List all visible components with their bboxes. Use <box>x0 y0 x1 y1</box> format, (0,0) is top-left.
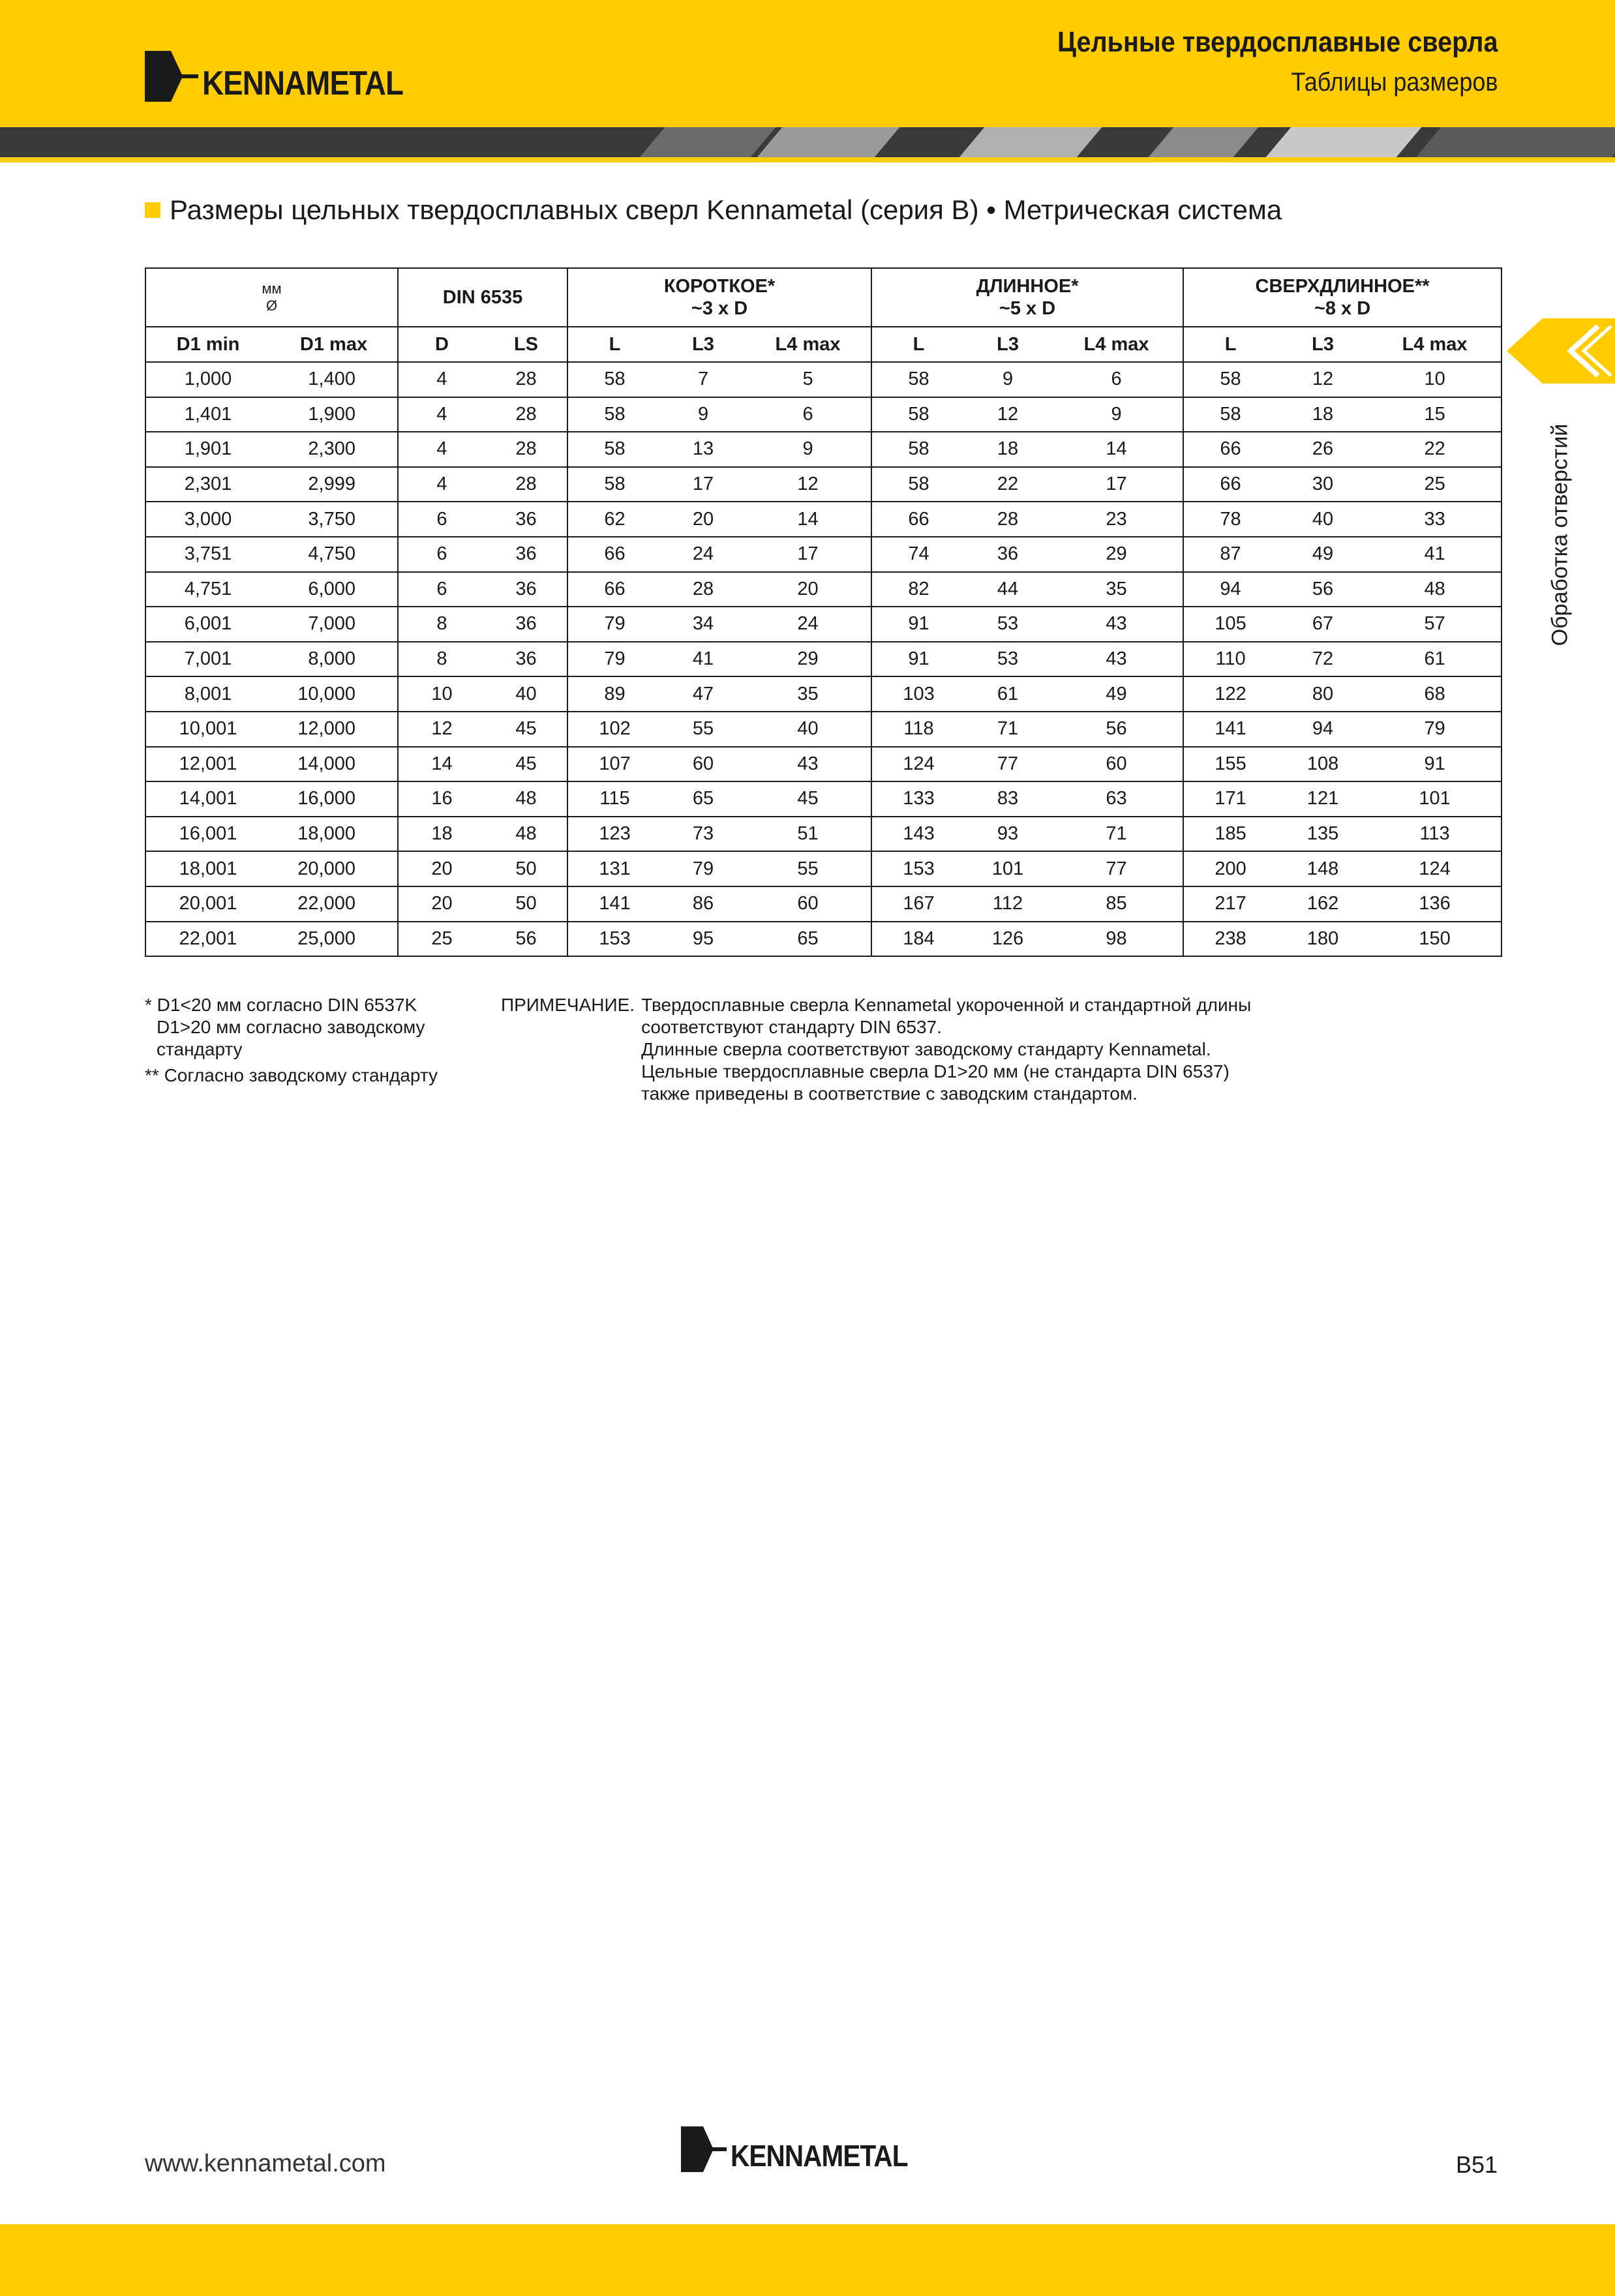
table-cell: 58 <box>871 397 965 432</box>
table-cell: 79 <box>567 607 661 642</box>
table-cell: 67 <box>1277 607 1368 642</box>
table-cell: 26 <box>1277 432 1368 467</box>
column-header: LS <box>485 327 567 362</box>
table-cell: 43 <box>1050 642 1183 677</box>
table-cell: 47 <box>661 676 745 712</box>
table-cell: 58 <box>871 362 965 397</box>
table-cell: 121 <box>1277 781 1368 817</box>
table-cell: 101 <box>965 851 1050 886</box>
table-cell: 8,000 <box>270 642 398 677</box>
table-cell: 6,000 <box>270 572 398 607</box>
table-row <box>145 922 1502 957</box>
table-cell: 36 <box>485 502 567 537</box>
table-cell: 58 <box>871 432 965 467</box>
table-cell: 94 <box>1277 712 1368 747</box>
column-header: L3 <box>661 327 745 362</box>
table-cell: 24 <box>745 607 871 642</box>
table-cell: 17 <box>661 467 745 502</box>
table-cell: 91 <box>1368 747 1502 782</box>
table-cell: 6 <box>398 502 485 537</box>
table-cell: 35 <box>745 676 871 712</box>
table-row <box>145 362 1502 397</box>
table-cell: 71 <box>965 712 1050 747</box>
table-cell: 12,001 <box>145 747 270 782</box>
table-cell: 66 <box>1183 432 1277 467</box>
table-cell: 18,001 <box>145 851 270 886</box>
table-cell: 185 <box>1183 817 1277 852</box>
table-cell: 66 <box>567 572 661 607</box>
column-header: L <box>567 327 661 362</box>
column-header: D <box>398 327 485 362</box>
header-mm-diameter: мм Ø <box>145 268 398 327</box>
table-cell: 40 <box>1277 502 1368 537</box>
table-cell: 60 <box>661 747 745 782</box>
column-header: L4 max <box>1368 327 1502 362</box>
table-cell: 124 <box>871 747 965 782</box>
table-cell: 171 <box>1183 781 1277 817</box>
table-cell: 78 <box>1183 502 1277 537</box>
table-cell: 43 <box>1050 607 1183 642</box>
table-cell: 58 <box>567 467 661 502</box>
table-cell: 29 <box>1050 537 1183 572</box>
table-cell: 18,000 <box>270 817 398 852</box>
table-cell: 13 <box>661 432 745 467</box>
table-row <box>145 817 1502 852</box>
table-cell: 66 <box>1183 467 1277 502</box>
table-cell: 93 <box>965 817 1050 852</box>
table-cell: 10 <box>1368 362 1502 397</box>
table-cell: 55 <box>661 712 745 747</box>
table-cell: 77 <box>965 747 1050 782</box>
table-cell: 2,301 <box>145 467 270 502</box>
table-cell: 53 <box>965 607 1050 642</box>
table-cell: 28 <box>661 572 745 607</box>
table-column-header-row <box>145 327 1502 362</box>
table-cell: 113 <box>1368 817 1502 852</box>
table-cell: 1,900 <box>270 397 398 432</box>
table-cell: 79 <box>661 851 745 886</box>
table-cell: 4 <box>398 432 485 467</box>
table-cell: 14 <box>1050 432 1183 467</box>
table-row <box>145 467 1502 502</box>
table-cell: 91 <box>871 642 965 677</box>
table-cell: 1,000 <box>145 362 270 397</box>
chevron-left-icon <box>1507 318 1615 384</box>
table-cell: 25 <box>398 922 485 957</box>
table-row <box>145 851 1502 886</box>
table-cell: 74 <box>871 537 965 572</box>
table-cell: 18 <box>1277 397 1368 432</box>
table-row <box>145 747 1502 782</box>
table-row <box>145 397 1502 432</box>
note-label: ПРИМЕЧАНИЕ. <box>501 995 635 1015</box>
table-cell: 238 <box>1183 922 1277 957</box>
table-cell: 36 <box>485 642 567 677</box>
table-cell: 14 <box>398 747 485 782</box>
table-cell: 124 <box>1368 851 1502 886</box>
table-cell: 4,750 <box>270 537 398 572</box>
table-cell: 45 <box>485 747 567 782</box>
table-cell: 3,000 <box>145 502 270 537</box>
table-cell: 30 <box>1277 467 1368 502</box>
table-cell: 58 <box>1183 397 1277 432</box>
table-cell: 55 <box>745 851 871 886</box>
footnotes-left <box>145 994 438 1087</box>
table-row <box>145 537 1502 572</box>
brand-wordmark: KENNAMETAL <box>202 65 404 102</box>
table-cell: 28 <box>485 397 567 432</box>
table-cell: 102 <box>567 712 661 747</box>
table-cell: 22,000 <box>270 886 398 922</box>
table-cell: 35 <box>1050 572 1183 607</box>
table-cell: 36 <box>965 537 1050 572</box>
note-line: Длинные сверла соответствуют заводскому стандарту Kennametal. <box>641 1039 1211 1059</box>
footnote-line: D1>20 мм согласно заводскому <box>157 1017 425 1037</box>
table-cell: 184 <box>871 922 965 957</box>
table-row <box>145 572 1502 607</box>
table-cell: 80 <box>1277 676 1368 712</box>
column-header: D1 max <box>270 327 398 362</box>
table-cell: 23 <box>1050 502 1183 537</box>
table-row <box>145 642 1502 677</box>
table-cell: 45 <box>485 712 567 747</box>
table-cell: 3,750 <box>270 502 398 537</box>
note-line: соответствуют стандарту DIN 6537. <box>641 1017 942 1037</box>
page-number: B51 <box>1455 2151 1498 2178</box>
table-cell: 20,001 <box>145 886 270 922</box>
table-cell: 34 <box>661 607 745 642</box>
table-cell: 91 <box>871 607 965 642</box>
table-cell: 155 <box>1183 747 1277 782</box>
table-cell: 61 <box>965 676 1050 712</box>
table-cell: 8 <box>398 642 485 677</box>
table-cell: 112 <box>965 886 1050 922</box>
table-cell: 77 <box>1050 851 1183 886</box>
table-cell: 217 <box>1183 886 1277 922</box>
table-cell: 45 <box>745 781 871 817</box>
table-cell: 43 <box>745 747 871 782</box>
note-block <box>501 994 1251 1105</box>
column-header: L <box>871 327 965 362</box>
table-cell: 24 <box>661 537 745 572</box>
table-cell: 10,001 <box>145 712 270 747</box>
table-cell: 17 <box>1050 467 1183 502</box>
table-cell: 72 <box>1277 642 1368 677</box>
note-text <box>641 994 1251 1105</box>
table-cell: 12,000 <box>270 712 398 747</box>
table-cell: 79 <box>1368 712 1502 747</box>
table-body <box>145 362 1502 956</box>
table-cell: 53 <box>965 642 1050 677</box>
table-cell: 167 <box>871 886 965 922</box>
table-row <box>145 502 1502 537</box>
table-cell: 9 <box>965 362 1050 397</box>
table-row <box>145 712 1502 747</box>
table-cell: 115 <box>567 781 661 817</box>
table-cell: 40 <box>745 712 871 747</box>
table-cell: 58 <box>567 362 661 397</box>
table-cell: 66 <box>871 502 965 537</box>
table-cell: 56 <box>485 922 567 957</box>
table-cell: 87 <box>1183 537 1277 572</box>
column-header: L3 <box>965 327 1050 362</box>
header-title-block <box>1008 26 1498 97</box>
table-cell: 71 <box>1050 817 1183 852</box>
table-cell: 58 <box>567 432 661 467</box>
footer-band <box>0 2224 1615 2296</box>
table-cell: 20 <box>398 851 485 886</box>
table-cell: 110 <box>1183 642 1277 677</box>
footnote-line: * D1<20 мм согласно DIN 6537K <box>145 995 417 1015</box>
table-cell: 148 <box>1277 851 1368 886</box>
kennametal-logo-icon <box>145 51 198 102</box>
side-tab <box>1507 318 1615 384</box>
table-row <box>145 607 1502 642</box>
table-cell: 1,400 <box>270 362 398 397</box>
table-cell: 86 <box>661 886 745 922</box>
table-cell: 6 <box>398 572 485 607</box>
table-cell: 16,001 <box>145 817 270 852</box>
table-cell: 16,000 <box>270 781 398 817</box>
table-cell: 41 <box>1368 537 1502 572</box>
table-cell: 5 <box>745 362 871 397</box>
table-cell: 94 <box>1183 572 1277 607</box>
note-line: Твердосплавные сверла Kennametal укороченной и стандартной длины <box>641 995 1252 1015</box>
table-cell: 22 <box>965 467 1050 502</box>
table-cell: 20 <box>661 502 745 537</box>
table-cell: 18 <box>398 817 485 852</box>
table-cell: 58 <box>871 467 965 502</box>
table-cell: 4,751 <box>145 572 270 607</box>
page-subtitle: Таблицы размеров <box>1290 68 1498 97</box>
table-group-header-row <box>145 268 1502 327</box>
header-stripe <box>0 127 1615 157</box>
table-cell: 12 <box>1277 362 1368 397</box>
table-cell: 65 <box>745 922 871 957</box>
table-cell: 16 <box>398 781 485 817</box>
section-title <box>145 194 1282 226</box>
table-cell: 28 <box>485 362 567 397</box>
table-cell: 82 <box>871 572 965 607</box>
table-cell: 8 <box>398 607 485 642</box>
table-cell: 41 <box>661 642 745 677</box>
header-logo <box>145 50 430 103</box>
table-cell: 50 <box>485 851 567 886</box>
table-cell: 107 <box>567 747 661 782</box>
table-cell: 18 <box>965 432 1050 467</box>
table-cell: 101 <box>1368 781 1502 817</box>
table-cell: 103 <box>871 676 965 712</box>
table-row <box>145 781 1502 817</box>
table-cell: 66 <box>567 537 661 572</box>
table-cell: 58 <box>567 397 661 432</box>
table-cell: 2,300 <box>270 432 398 467</box>
table-cell: 136 <box>1368 886 1502 922</box>
table-cell: 25 <box>1368 467 1502 502</box>
table-cell: 79 <box>567 642 661 677</box>
table-cell: 28 <box>485 432 567 467</box>
table-cell: 14 <box>745 502 871 537</box>
table-cell: 14,000 <box>270 747 398 782</box>
column-header: L <box>1183 327 1277 362</box>
table-cell: 200 <box>1183 851 1277 886</box>
table-cell: 56 <box>1050 712 1183 747</box>
table-cell: 4 <box>398 397 485 432</box>
table-cell: 131 <box>567 851 661 886</box>
table-cell: 4 <box>398 467 485 502</box>
table-cell: 56 <box>1277 572 1368 607</box>
table-cell: 153 <box>871 851 965 886</box>
table-cell: 17 <box>745 537 871 572</box>
table-cell: 133 <box>871 781 965 817</box>
table-cell: 95 <box>661 922 745 957</box>
table-row <box>145 676 1502 712</box>
table-cell: 51 <box>745 817 871 852</box>
table-cell: 9 <box>1050 397 1183 432</box>
table-cell: 141 <box>567 886 661 922</box>
table-cell: 15 <box>1368 397 1502 432</box>
table-cell: 105 <box>1183 607 1277 642</box>
table-cell: 22,001 <box>145 922 270 957</box>
table-cell: 20,000 <box>270 851 398 886</box>
side-section-label: Обработка отверстий <box>1547 423 1573 646</box>
footer-url[interactable]: www.kennametal.com <box>145 2150 386 2177</box>
table-cell: 126 <box>965 922 1050 957</box>
table-cell: 6,001 <box>145 607 270 642</box>
table-cell: 6 <box>398 537 485 572</box>
table-cell: 20 <box>745 572 871 607</box>
table-cell: 36 <box>485 572 567 607</box>
table-cell: 33 <box>1368 502 1502 537</box>
table-cell: 44 <box>965 572 1050 607</box>
drill-size-table <box>145 267 1502 957</box>
table-cell: 135 <box>1277 817 1368 852</box>
table-cell: 2,999 <box>270 467 398 502</box>
footnote-line: стандарту <box>157 1039 243 1059</box>
header-din6535: DIN 6535 <box>398 268 567 327</box>
table-cell: 89 <box>567 676 661 712</box>
table-cell: 7,000 <box>270 607 398 642</box>
table-cell: 49 <box>1050 676 1183 712</box>
table-cell: 12 <box>965 397 1050 432</box>
table-cell: 58 <box>1183 362 1277 397</box>
table-cell: 20 <box>398 886 485 922</box>
column-header: L4 max <box>745 327 871 362</box>
table-cell: 25,000 <box>270 922 398 957</box>
table-cell: 83 <box>965 781 1050 817</box>
header-short: КОРОТКОЕ* ~3 x D <box>567 268 871 327</box>
table-cell: 48 <box>485 817 567 852</box>
kennametal-logo-icon <box>681 2126 727 2172</box>
page-title: Цельные твердосплавные сверла <box>1057 26 1498 58</box>
table-cell: 118 <box>871 712 965 747</box>
note-line: Цельные твердосплавные сверла D1>20 мм (не стандарта DIN 6537) <box>641 1061 1230 1081</box>
table-cell: 73 <box>661 817 745 852</box>
footnote-line: ** Согласно заводскому стандарту <box>145 1065 438 1085</box>
table-cell: 143 <box>871 817 965 852</box>
table-cell: 36 <box>485 607 567 642</box>
bullet-square-icon <box>145 202 160 218</box>
table-cell: 40 <box>485 676 567 712</box>
table-cell: 63 <box>1050 781 1183 817</box>
table-cell: 7 <box>661 362 745 397</box>
header-long: ДЛИННОЕ* ~5 x D <box>871 268 1183 327</box>
table-cell: 3,751 <box>145 537 270 572</box>
table-cell: 61 <box>1368 642 1502 677</box>
table-cell: 123 <box>567 817 661 852</box>
table-cell: 48 <box>485 781 567 817</box>
table-cell: 98 <box>1050 922 1183 957</box>
section-title-text: Размеры цельных твердосплавных сверл Kennametal (серия B) • Метрическая система <box>170 194 1282 225</box>
table-cell: 141 <box>1183 712 1277 747</box>
column-header: L4 max <box>1050 327 1183 362</box>
table-cell: 10 <box>398 676 485 712</box>
table-cell: 1,401 <box>145 397 270 432</box>
table-cell: 14,001 <box>145 781 270 817</box>
table-cell: 6 <box>1050 362 1183 397</box>
header-yellow-line <box>0 157 1615 162</box>
table-cell: 49 <box>1277 537 1368 572</box>
column-header: L3 <box>1277 327 1368 362</box>
table-cell: 108 <box>1277 747 1368 782</box>
table-cell: 150 <box>1368 922 1502 957</box>
note-line: также приведены в соответствие с заводским стандартом. <box>641 1083 1138 1104</box>
table-cell: 10,000 <box>270 676 398 712</box>
table-cell: 65 <box>661 781 745 817</box>
table-cell: 28 <box>965 502 1050 537</box>
column-header: D1 min <box>145 327 270 362</box>
table-row <box>145 886 1502 922</box>
table-cell: 122 <box>1183 676 1277 712</box>
table-cell: 22 <box>1368 432 1502 467</box>
table-cell: 6 <box>745 397 871 432</box>
table-cell: 57 <box>1368 607 1502 642</box>
table-cell: 9 <box>661 397 745 432</box>
table-cell: 60 <box>745 886 871 922</box>
table-cell: 9 <box>745 432 871 467</box>
table-cell: 1,901 <box>145 432 270 467</box>
table-cell: 4 <box>398 362 485 397</box>
table-cell: 48 <box>1368 572 1502 607</box>
table-cell: 162 <box>1277 886 1368 922</box>
table-cell: 62 <box>567 502 661 537</box>
table-cell: 153 <box>567 922 661 957</box>
table-cell: 180 <box>1277 922 1368 957</box>
table-cell: 85 <box>1050 886 1183 922</box>
table-row <box>145 432 1502 467</box>
table-cell: 68 <box>1368 676 1502 712</box>
table-cell: 12 <box>745 467 871 502</box>
footer-brand-wordmark: KENNAMETAL <box>731 2139 908 2173</box>
table-cell: 28 <box>485 467 567 502</box>
table-cell: 60 <box>1050 747 1183 782</box>
table-cell: 12 <box>398 712 485 747</box>
table-cell: 36 <box>485 537 567 572</box>
table-cell: 8,001 <box>145 676 270 712</box>
footer-logo <box>681 2125 932 2173</box>
table-cell: 7,001 <box>145 642 270 677</box>
table-cell: 29 <box>745 642 871 677</box>
table-cell: 50 <box>485 886 567 922</box>
header-extra-long: СВЕРХДЛИННОЕ** ~8 x D <box>1183 268 1502 327</box>
